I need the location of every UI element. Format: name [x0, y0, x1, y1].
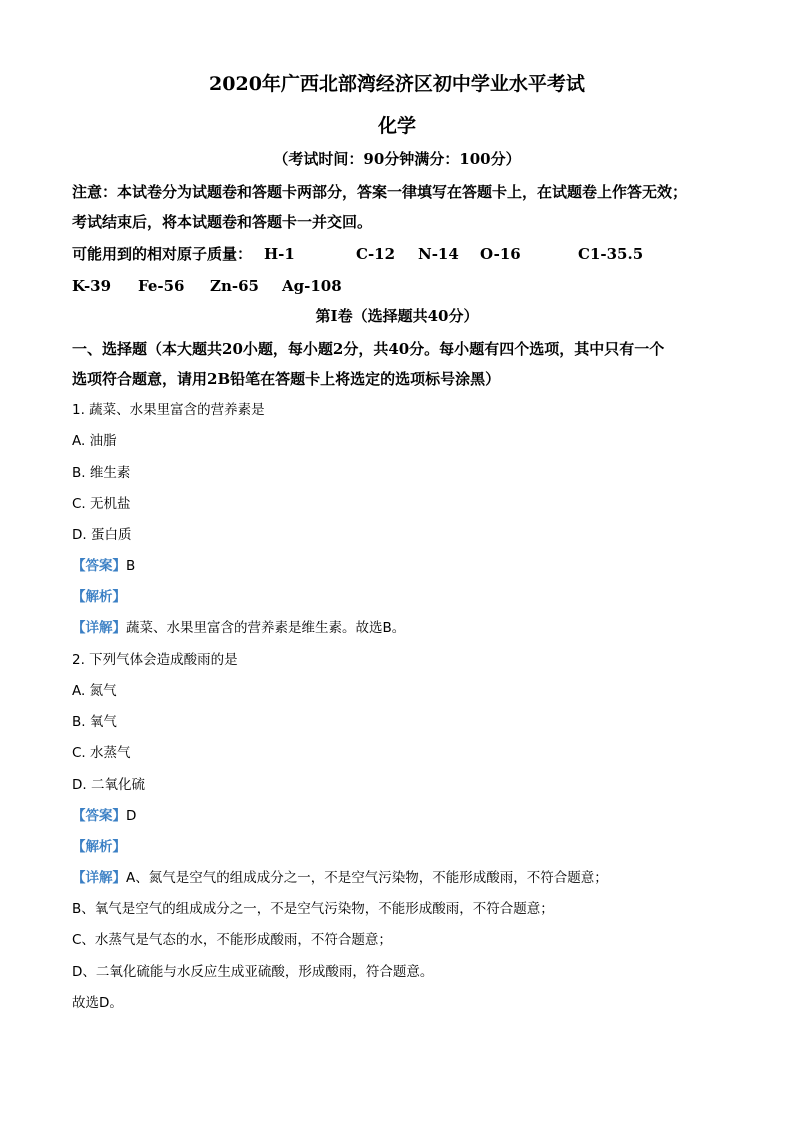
- exam-title: 2020年广西北部湾经济区初中学业水平考试: [209, 73, 585, 95]
- question-stem: 2. 下列气体会造成酸雨的是: [72, 652, 238, 668]
- option-c: C. 水蒸气: [72, 745, 131, 761]
- answer-tag: 【答案】: [72, 808, 126, 824]
- analysis-line: [72, 588, 126, 606]
- detail-tag: 【详解】: [72, 620, 126, 636]
- atomic-mass-item: O-16: [480, 245, 521, 263]
- atomic-mass-item: N-14: [418, 245, 459, 263]
- option-a: A. 油脂: [72, 433, 117, 449]
- detail-line: [72, 619, 405, 637]
- detail-line: [72, 869, 608, 887]
- atomic-mass-item: K-39: [72, 277, 112, 295]
- option-d: D. 二氧化硫: [72, 777, 145, 793]
- answer-value: B: [126, 558, 136, 574]
- atomic-mass-item: Ag-108: [282, 277, 342, 295]
- section-instruction-line-2: 选项符合题意，请用2B铅笔在答题卡上将选定的选项标号涂黑）: [72, 370, 501, 388]
- atomic-mass-item: C-12: [356, 245, 396, 263]
- notice-line-1: 注意：本试卷分为试题卷和答题卡两部分，答案一律填写在答题卡上，在试题卷上作答无效；: [72, 183, 688, 201]
- atomic-mass-label: 可能用到的相对原子质量：: [72, 245, 253, 263]
- exam-subject: 化学: [377, 115, 416, 137]
- answer-line: [72, 557, 135, 575]
- option-c: C. 无机盐: [72, 496, 131, 512]
- answer-tag: 【答案】: [72, 558, 126, 574]
- option-b: B. 氧气: [72, 714, 117, 730]
- question-stem: 1. 蔬菜、水果里富含的营养素是: [72, 402, 265, 418]
- answer-line: [72, 807, 136, 825]
- exam-info: （考试时间：90分钟满分：100分）: [273, 150, 521, 168]
- analysis-tag: 【解析】: [72, 589, 126, 605]
- analysis-line: [72, 838, 126, 856]
- detail-text: 蔬菜、水果里富含的营养素是维生素。故选B。: [126, 620, 406, 636]
- atomic-mass-item: C1-35.5: [578, 245, 644, 263]
- option-d: D. 蛋白质: [72, 527, 132, 543]
- atomic-mass-item: Fe-56: [138, 277, 185, 295]
- section-instruction-line-1: 一、选择题（本大题共20小题，每小题2分，共40分。每小题有四个选项，其中只有一个: [72, 340, 665, 358]
- notice-line-2: 考试结束后，将本试题卷和答题卡一并交回。: [72, 213, 373, 231]
- detail-text: D、二氧化硫能与水反应生成亚硫酸，形成酸雨，符合题意。: [72, 964, 434, 980]
- answer-value: D: [126, 808, 137, 824]
- atomic-mass-row-1: [72, 245, 722, 265]
- option-b: B. 维生素: [72, 465, 131, 481]
- volume-title: 第I卷（选择题共40分）: [315, 307, 479, 325]
- analysis-tag: 【解析】: [72, 839, 126, 855]
- atomic-mass-row-2: [72, 277, 722, 297]
- atomic-mass-item: Zn-65: [210, 277, 259, 295]
- atomic-mass-item: H-1: [264, 245, 295, 263]
- detail-text: A、氮气是空气的组成成分之一，不是空气污染物，不能形成酸雨，不符合题意；: [126, 870, 608, 886]
- detail-tag: 【详解】: [72, 870, 126, 886]
- detail-text: C、水蒸气是气态的水，不能形成酸雨，不符合题意；: [72, 932, 392, 948]
- option-a: A. 氮气: [72, 683, 117, 699]
- detail-text: 故选D。: [72, 995, 123, 1011]
- detail-text: B、氧气是空气的组成成分之一，不是空气污染物，不能形成酸雨，不符合题意；: [72, 901, 554, 917]
